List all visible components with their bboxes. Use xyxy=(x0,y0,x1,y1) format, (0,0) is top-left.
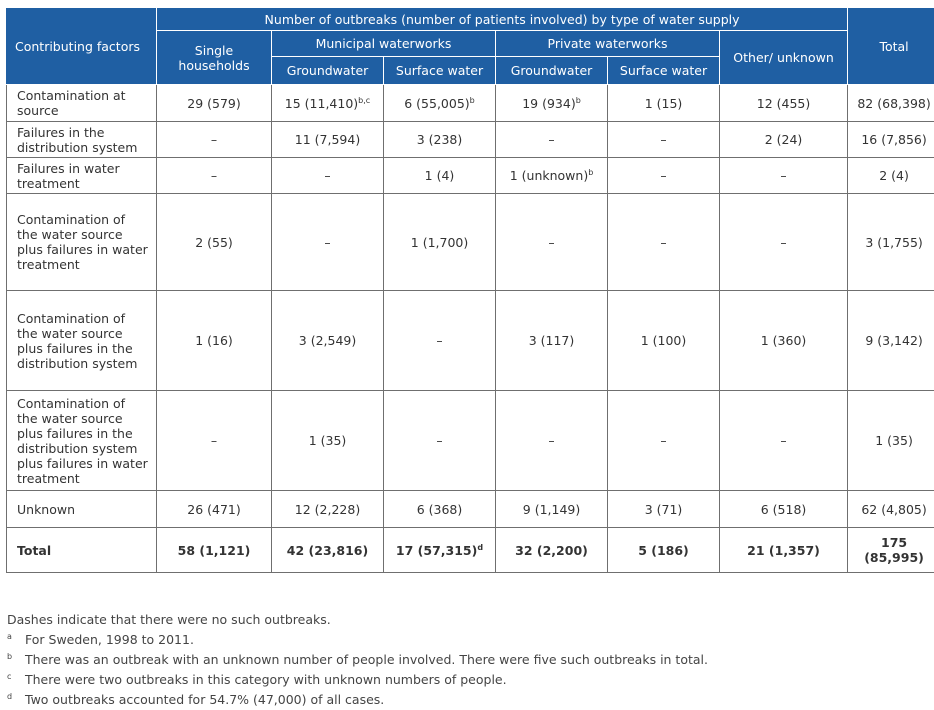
cell-value: 5 (186) xyxy=(638,543,689,558)
footnote-text: There were two outbreaks in this category with unknown numbers of people. xyxy=(25,672,507,687)
cell-value: – xyxy=(436,433,442,448)
cell-value: – xyxy=(660,235,666,250)
cell-value: 12 (2,228) xyxy=(295,502,360,517)
cell-priv-surface xyxy=(608,528,720,573)
footnote-marker: b xyxy=(470,95,475,104)
cell-value: 62 (4,805) xyxy=(861,502,926,517)
header-municipal-surface-water: Surface water xyxy=(384,57,496,85)
cell-other xyxy=(720,122,848,158)
cell-value: – xyxy=(548,235,554,250)
cell-mun-ground xyxy=(272,491,384,528)
factor-cell: Failures in the distribution system xyxy=(7,122,157,158)
cell-value: – xyxy=(780,235,786,250)
header-group-title: Number of outbreaks (number of patients involved) by type of water supply xyxy=(157,9,848,31)
cell-mun-surface xyxy=(384,391,496,491)
cell-value: – xyxy=(324,168,330,183)
header-contributing-factors: Contributing factors xyxy=(7,9,157,85)
cell-value: 1 (100) xyxy=(641,333,687,348)
cell-priv-ground xyxy=(496,491,608,528)
cell-mun-surface xyxy=(384,85,496,122)
header-municipal-waterworks: Municipal waterworks xyxy=(272,31,496,57)
cell-value: 19 (934) xyxy=(522,96,576,111)
cell-total xyxy=(848,122,934,158)
cell-single xyxy=(157,491,272,528)
cell-other xyxy=(720,491,848,528)
cell-value: – xyxy=(211,433,217,448)
cell-mun-surface xyxy=(384,291,496,391)
cell-priv-ground xyxy=(496,391,608,491)
cell-single xyxy=(157,391,272,491)
cell-total xyxy=(848,291,934,391)
cell-value: 1 (4) xyxy=(425,168,455,183)
cell-value: 82 (68,398) xyxy=(857,96,930,111)
footnote-marker: b xyxy=(576,95,581,104)
dashes-note: Dashes indicate that there were no such outbreaks. xyxy=(7,610,708,630)
cell-value: 1 (15) xyxy=(645,96,683,111)
cell-value: 175 (85,995) xyxy=(864,535,924,565)
header-private-surface-water: Surface water xyxy=(608,57,720,85)
cell-mun-surface xyxy=(384,491,496,528)
footnote-marker: b xyxy=(588,168,593,177)
cell-mun-ground xyxy=(272,391,384,491)
footnote-text: For Sweden, 1998 to 2011. xyxy=(25,632,194,647)
factor-cell: Total xyxy=(7,528,157,573)
cell-value: – xyxy=(548,132,554,147)
cell-value: 12 (455) xyxy=(757,96,811,111)
cell-value: 2 (4) xyxy=(879,168,909,183)
cell-value: 15 (11,410) xyxy=(285,96,358,111)
cell-value: – xyxy=(436,333,442,348)
footnote-mark: d xyxy=(7,687,25,707)
footnote-item xyxy=(7,690,708,710)
cell-mun-ground xyxy=(272,158,384,194)
cell-value: – xyxy=(211,168,217,183)
cell-priv-ground xyxy=(496,122,608,158)
cell-total xyxy=(848,391,934,491)
cell-priv-ground xyxy=(496,528,608,573)
header-total: Total xyxy=(848,9,934,85)
cell-value: – xyxy=(660,433,666,448)
cell-priv-ground xyxy=(496,291,608,391)
cell-priv-surface xyxy=(608,194,720,291)
cell-priv-surface xyxy=(608,122,720,158)
footnote-marker: b,c xyxy=(358,95,370,104)
cell-other xyxy=(720,528,848,573)
cell-priv-ground xyxy=(496,85,608,122)
table-row xyxy=(7,85,934,122)
cell-other xyxy=(720,194,848,291)
factor-cell: Contamination of the water source plus failures in the distribution system plus failures in water treatment xyxy=(7,391,157,491)
cell-single xyxy=(157,194,272,291)
cell-mun-surface xyxy=(384,158,496,194)
cell-mun-ground xyxy=(272,194,384,291)
table-row xyxy=(7,194,934,291)
cell-priv-ground xyxy=(496,194,608,291)
header-private-waterworks: Private waterworks xyxy=(496,31,720,57)
footnote-marker: d xyxy=(477,542,483,551)
cell-total xyxy=(848,491,934,528)
cell-value: 58 (1,121) xyxy=(178,543,251,558)
cell-value: 3 (71) xyxy=(645,502,683,517)
cell-mun-ground xyxy=(272,85,384,122)
cell-value: 9 (1,149) xyxy=(523,502,580,517)
total-row xyxy=(7,528,934,573)
cell-total xyxy=(848,158,934,194)
cell-value: – xyxy=(660,168,666,183)
cell-value: 6 (55,005) xyxy=(404,96,469,111)
cell-priv-surface xyxy=(608,291,720,391)
cell-value: 29 (579) xyxy=(187,96,241,111)
table-row xyxy=(7,122,934,158)
cell-single xyxy=(157,85,272,122)
cell-priv-surface xyxy=(608,391,720,491)
table-row xyxy=(7,291,934,391)
cell-value: 16 (7,856) xyxy=(861,132,926,147)
cell-value: 1 (35) xyxy=(309,433,347,448)
cell-total xyxy=(848,528,934,573)
cell-total xyxy=(848,85,934,122)
factor-cell: Contamination of the water source plus failures in water treatment xyxy=(7,194,157,291)
outbreaks-table xyxy=(6,8,934,573)
table-row xyxy=(7,491,934,528)
header-municipal-groundwater: Groundwater xyxy=(272,57,384,85)
cell-mun-surface xyxy=(384,122,496,158)
cell-single xyxy=(157,528,272,573)
cell-value: 2 (55) xyxy=(195,235,233,250)
cell-value: – xyxy=(211,132,217,147)
cell-value: 3 (238) xyxy=(417,132,463,147)
factor-cell: Unknown xyxy=(7,491,157,528)
cell-single xyxy=(157,122,272,158)
cell-other xyxy=(720,85,848,122)
cell-value: 42 (23,816) xyxy=(287,543,368,558)
cell-value: 1 (unknown) xyxy=(510,168,588,183)
cell-value: 11 (7,594) xyxy=(295,132,360,147)
cell-total xyxy=(848,194,934,291)
cell-single xyxy=(157,291,272,391)
cell-other xyxy=(720,291,848,391)
header-single-households: Single households xyxy=(157,31,272,85)
cell-value: 21 (1,357) xyxy=(747,543,820,558)
footnote-item xyxy=(7,630,708,650)
footnote-item xyxy=(7,670,708,690)
cell-value: 1 (360) xyxy=(761,333,807,348)
cell-value: 3 (1,755) xyxy=(865,235,922,250)
factor-cell: Contamination at source xyxy=(7,85,157,122)
header-private-groundwater: Groundwater xyxy=(496,57,608,85)
cell-value: 3 (117) xyxy=(529,333,575,348)
cell-value: – xyxy=(324,235,330,250)
cell-mun-ground xyxy=(272,528,384,573)
cell-value: 9 (3,142) xyxy=(865,333,922,348)
cell-value: 26 (471) xyxy=(187,502,241,517)
cell-value: 1 (16) xyxy=(195,333,233,348)
factor-cell: Failures in water treatment xyxy=(7,158,157,194)
cell-single xyxy=(157,158,272,194)
cell-value: 2 (24) xyxy=(765,132,803,147)
table-row xyxy=(7,391,934,491)
cell-mun-ground xyxy=(272,122,384,158)
cell-other xyxy=(720,391,848,491)
cell-value: – xyxy=(660,132,666,147)
footnote-mark: b xyxy=(7,647,25,667)
table-body xyxy=(7,85,934,573)
cell-mun-surface xyxy=(384,194,496,291)
cell-value: – xyxy=(548,433,554,448)
cell-value: – xyxy=(780,433,786,448)
footnote-mark: c xyxy=(7,667,25,687)
footnote-text: Two outbreaks accounted for 54.7% (47,000) of all cases. xyxy=(25,692,384,707)
table-header xyxy=(7,9,934,85)
cell-value: 1 (1,700) xyxy=(411,235,468,250)
cell-priv-ground xyxy=(496,158,608,194)
footnote-text: There was an outbreak with an unknown number of people involved. There were five such outbreaks in total. xyxy=(25,652,708,667)
table-notes xyxy=(7,610,708,710)
cell-other xyxy=(720,158,848,194)
cell-mun-surface xyxy=(384,528,496,573)
cell-value: 6 (518) xyxy=(761,502,807,517)
factor-cell: Contamination of the water source plus failures in the distribution system xyxy=(7,291,157,391)
cell-value: 6 (368) xyxy=(417,502,463,517)
cell-value: 3 (2,549) xyxy=(299,333,356,348)
cell-priv-surface xyxy=(608,491,720,528)
cell-value: 32 (2,200) xyxy=(515,543,588,558)
cell-value: 1 (35) xyxy=(875,433,913,448)
cell-priv-surface xyxy=(608,158,720,194)
footnotes-list xyxy=(7,630,708,710)
cell-priv-surface xyxy=(608,85,720,122)
cell-value: 17 (57,315) xyxy=(396,543,477,558)
footnote-mark: a xyxy=(7,627,25,647)
cell-value: – xyxy=(780,168,786,183)
table-row xyxy=(7,158,934,194)
cell-mun-ground xyxy=(272,291,384,391)
header-other-unknown: Other/ unknown xyxy=(720,31,848,85)
footnote-item xyxy=(7,650,708,670)
